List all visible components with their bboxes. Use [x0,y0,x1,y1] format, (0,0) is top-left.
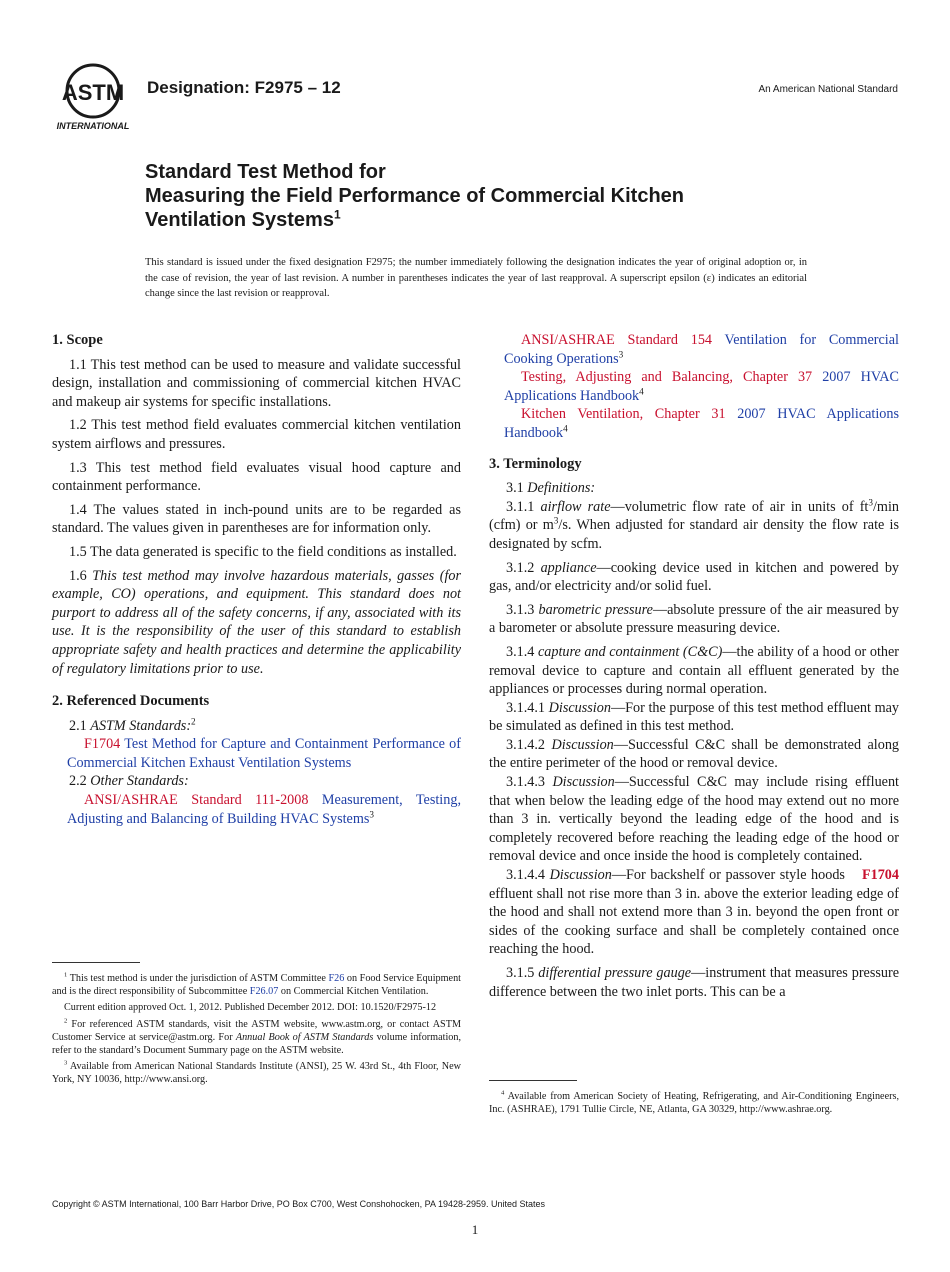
ref-ashrae-154-sup: 3 [618,348,624,359]
footnote-2-italic: Annual Book of ASTM Standards [235,1031,374,1043]
designation: Designation: F2975 – 12 [147,78,341,97]
scope-heading: 1. Scope [52,332,103,348]
scope-1-2: 1.2 This test method field evaluates commercial kitchen ventilation system airflows and pressures. [52,417,461,452]
term-3-1-4-4 [489,866,899,959]
discussion-label-4: Discussion [549,867,612,884]
terminology-heading: 3. Terminology [489,455,582,472]
ref-kv-code[interactable]: Kitchen Ventilation, Chapter 31 [521,406,726,423]
term-3-1-4-text: —the ability of a hood or other removal device to capture and contain all effluent generated by the appliances or processes during normal operation. [489,643,900,698]
definitions-num: 3.1 [506,480,524,497]
ref-tab-code[interactable]: Testing, Adjusting and Balancing, Chapter 37 [521,369,813,386]
page-number: 1 [471,1222,479,1237]
other-standards-text: Other Standards: [90,773,189,790]
footnotes-right [489,1090,899,1116]
astm-standards-label [52,717,461,736]
term-3-1-1 [489,498,899,554]
scope-1-6 [52,567,461,679]
term-3-1-5 [489,964,899,1001]
term-capture-containment: capture and containment (C&C) [537,643,723,660]
footnote-3 [52,1060,461,1086]
title-line-3-text: Ventilation Systems [145,209,334,231]
ref-kv-sup: 4 [563,423,568,434]
title-line-2: Measuring the Field Performance of Commercial Kitchen [145,185,685,207]
term-3-1-2-text: —cooking device used in kitchen and powered by gas, and/or electricity and/or solid fuel. [489,559,900,595]
footnote-edition: Current edition approved Oct. 1, 2012. Published December 2012. DOI: 10.1520/F2975-12 [64,1002,437,1014]
term-3-1-2 [489,559,899,596]
copyright-notice: Copyright © ASTM International, 100 Barr Harbor Drive, PO Box C700, West Conshohocken, PA 19428-2959. United States [52,1199,546,1209]
term-3-1-3-num: 3.1.3 [506,601,535,618]
ref-f1704-title[interactable]: Test Method for Capture and Containment Performance of Commercial Kitchen Exhaust Ventilation Systems [67,736,461,771]
footnote-3-num: 3 [64,1059,68,1067]
title-footnote-ref[interactable]: 1 [333,207,341,222]
footnote-2-b: volume information, refer to the standard’s Document Summary page on the ASTM website. [52,1031,462,1057]
footnote-1 [52,972,461,998]
ref-f1704[interactable] [52,735,461,772]
term-3-1-4-3-text: —Successful C&C may include rising effluent that when below the leading edge of the hood may extend out no more than 3 in. vertically beyond the leading edge of the hood and is completely recovered before reaching the leading edge of the hood or removal device and once inside the hood is completely contained. [489,774,900,865]
astm-standards-sup: 2 [191,715,196,726]
footnote-divider-left [52,962,140,963]
astm-standards-text: ASTM Standards: [90,717,192,734]
term-3-1-4-num: 3.1.4 [506,643,535,660]
definitions-text: Definitions: [527,480,596,497]
footnote-1-num: 1 [64,971,68,979]
ref-tab-chapter-37[interactable] [489,368,899,405]
term-barometric-pressure: barometric pressure [538,601,653,618]
term-3-1-4-2 [489,736,899,773]
scope-1-6-num: 1.6 [69,567,87,584]
term-3-1-4-2-num: 3.1.4.2 [506,736,546,753]
subcommittee-f26-07-link[interactable]: F26.07 [249,986,279,998]
ref-ashrae-154-code[interactable]: ANSI/ASHRAE Standard 154 [521,332,713,348]
title-line-3 [145,208,825,232]
scope-1-5: 1.5 The data generated is specific to the field conditions as installed. [69,543,457,560]
term-3-1-1-num: 3.1.1 [506,498,535,515]
footnote-4-num: 4 [501,1089,505,1097]
scope-1-1: 1.1 This test method can be used to measure and validate successful design, installation and commissioning of commercial kitchen HVAC and makeup air systems for specific installations. [52,356,461,410]
ref-kv-title[interactable]: 2007 HVAC Applications Handbook [504,406,900,441]
discussion-label-2: Discussion [551,736,614,753]
term-3-1-5-text: —instrument that measures pressure difference between the two inlet ports. This can be a [489,965,899,1000]
term-appliance: appliance [540,559,597,576]
ref-tab-sup: 4 [639,386,644,397]
footnote-4-text: Available from American Society of Heating, Refrigerating, and Air-Conditioning Engineers, Inc. (ASHRAE), 1791 Tullie Circle, NE, Atlanta, GA 30329, http://www.ashrae.org. [489,1091,900,1116]
ref-ashrae-111-code[interactable]: ANSI/ASHRAE Standard 111-2008 [84,792,309,809]
discussion-label-1: Discussion [548,699,611,716]
other-standards-label [52,772,461,791]
title-line-1: Standard Test Method for [145,161,386,183]
national-standard-label: An American National Standard [758,84,898,95]
term-airflow-rate: airflow rate [540,498,611,515]
other-standards-num: 2.2 [69,773,87,790]
term-3-1-1-c: /s. When adjusted for standard air density the flow rate is designated by scfm. [489,517,899,552]
left-column [52,331,461,828]
refdocs-heading: 2. Referenced Documents [52,693,210,710]
astm-logo-icon [52,60,134,134]
term-3-1-1-b: /min (cfm) or m [489,498,899,534]
ref-ashrae-111-title[interactable]: Measurement, Testing, Adjusting and Balancing of Building HVAC Systems [67,792,461,827]
discussion-label-3: Discussion [552,774,615,791]
term-3-1-4-1 [489,699,899,736]
term-3-1-3 [489,601,899,638]
term-3-1-4 [489,643,899,699]
term-3-1-5-num: 3.1.5 [506,965,535,981]
footnote-1-c: on Commercial Kitchen Ventilation. [280,986,429,998]
footnote-2-num: 2 [64,1017,68,1025]
ref-ashrae-111[interactable] [52,791,461,828]
footnote-3-text: Available from American National Standards Institute (ANSI), 25 W. 43rd St., 4th Floor, New York, NY 10036, http://www.ansi.org. [52,1061,461,1086]
term-3-1-1-sup-a: 3 [868,497,873,508]
logo-text: INTERNATIONAL [56,121,130,131]
definitions-label [489,479,899,498]
scope-1-6-text: This test method may involve hazardous materials, gasses (for example, CO) operations, and equipment. This standard does not purport to address all of the safety concerns, if any, associated with its use. It is the responsibility of the user of this standard to establish appropriate safety and health practices and determine the applicability of regulatory limitations prior to use. [52,567,462,677]
scope-1-3: 1.3 This test method field evaluates visual hood capture and containment performance. [52,459,461,495]
astm-logo [52,60,134,134]
scope-1-4: 1.4 The values stated in inch-pound units are to be regarded as standard. The values given in parentheses are for information only. [52,501,461,537]
ref-ashrae-111-sup: 3 [369,808,375,819]
term-3-1-1-sup-b: 3 [553,515,559,526]
footnotes-left [52,972,461,1087]
term-3-1-2-num: 3.1.2 [506,559,535,576]
ref-tab-title[interactable]: 2007 HVAC Applications Handbook [504,369,899,404]
intro-paragraph: This standard is issued under the fixed designation F2975; the number immediately following the designation indicates the year of original adoption or, in the case of revision, the year of last revision. A number in parentheses indicates the year of last reapproval. A superscript epsilon (ε) indicates an editorial change since the last revision or reapproval. [145,257,807,300]
ref-f1704-code[interactable]: F1704 [84,736,121,753]
footnote-2 [52,1018,461,1058]
term-3-1-4-4-text: —For backshelf or passover style hoods effluent shall not rise more than 3 in. above the exterior leading edge of the hood and shall not extend more than 3 in. beyond the open front or sides of the cooking surface and shall be completely contained once reaching the hood. [489,867,899,958]
term-3-1-1-a: —volumetric flow rate of air in units of ft [610,498,869,515]
footnote-2-a: For referenced ASTM standards, visit the ASTM website, www.astm.org, or contact ASTM Customer Service at service@astm.org. For [52,1018,462,1043]
ref-ashrae-154[interactable] [489,331,899,368]
term-3-1-4-3-num: 3.1.4.3 [506,774,546,791]
document-title [145,160,825,232]
term-3-1-4-1-text: —For the purpose of this test method effluent may be simulated as defined in this test method. [489,699,899,735]
logo-letters: ASTM [61,80,125,105]
term-3-1-4-4-num: 3.1.4.4 [506,867,546,884]
ref-kitchen-ventilation-31[interactable] [489,405,899,442]
term-3-1-4-2-text: —Successful C&C shall be demonstrated along the entire perimeter of the hood or removal device. [489,736,900,772]
ref-ashrae-154-title[interactable]: Ventilation for Commercial Cooking Operations [504,332,899,367]
footnote-4 [489,1090,899,1116]
term-3-1-3-text: —absolute pressure of the air measured by a barometer or absolute pressure measuring device. [489,601,899,637]
astm-standards-num: 2.1 [69,717,87,734]
footnote-1-b: on Food Service Equipment and is the direct responsibility of Subcommittee [52,973,461,998]
term-3-1-4-1-num: 3.1.4.1 [506,699,546,716]
committee-f26-link[interactable]: F26 [328,973,345,984]
footnote-divider-right [489,1080,577,1081]
footnote-1-a: This test method is under the jurisdiction of ASTM Committee [69,973,326,984]
right-column [489,331,899,1001]
f1704-reference-link[interactable]: F1704 [861,867,899,884]
term-differential-pressure-gauge: differential pressure gauge [538,965,692,981]
